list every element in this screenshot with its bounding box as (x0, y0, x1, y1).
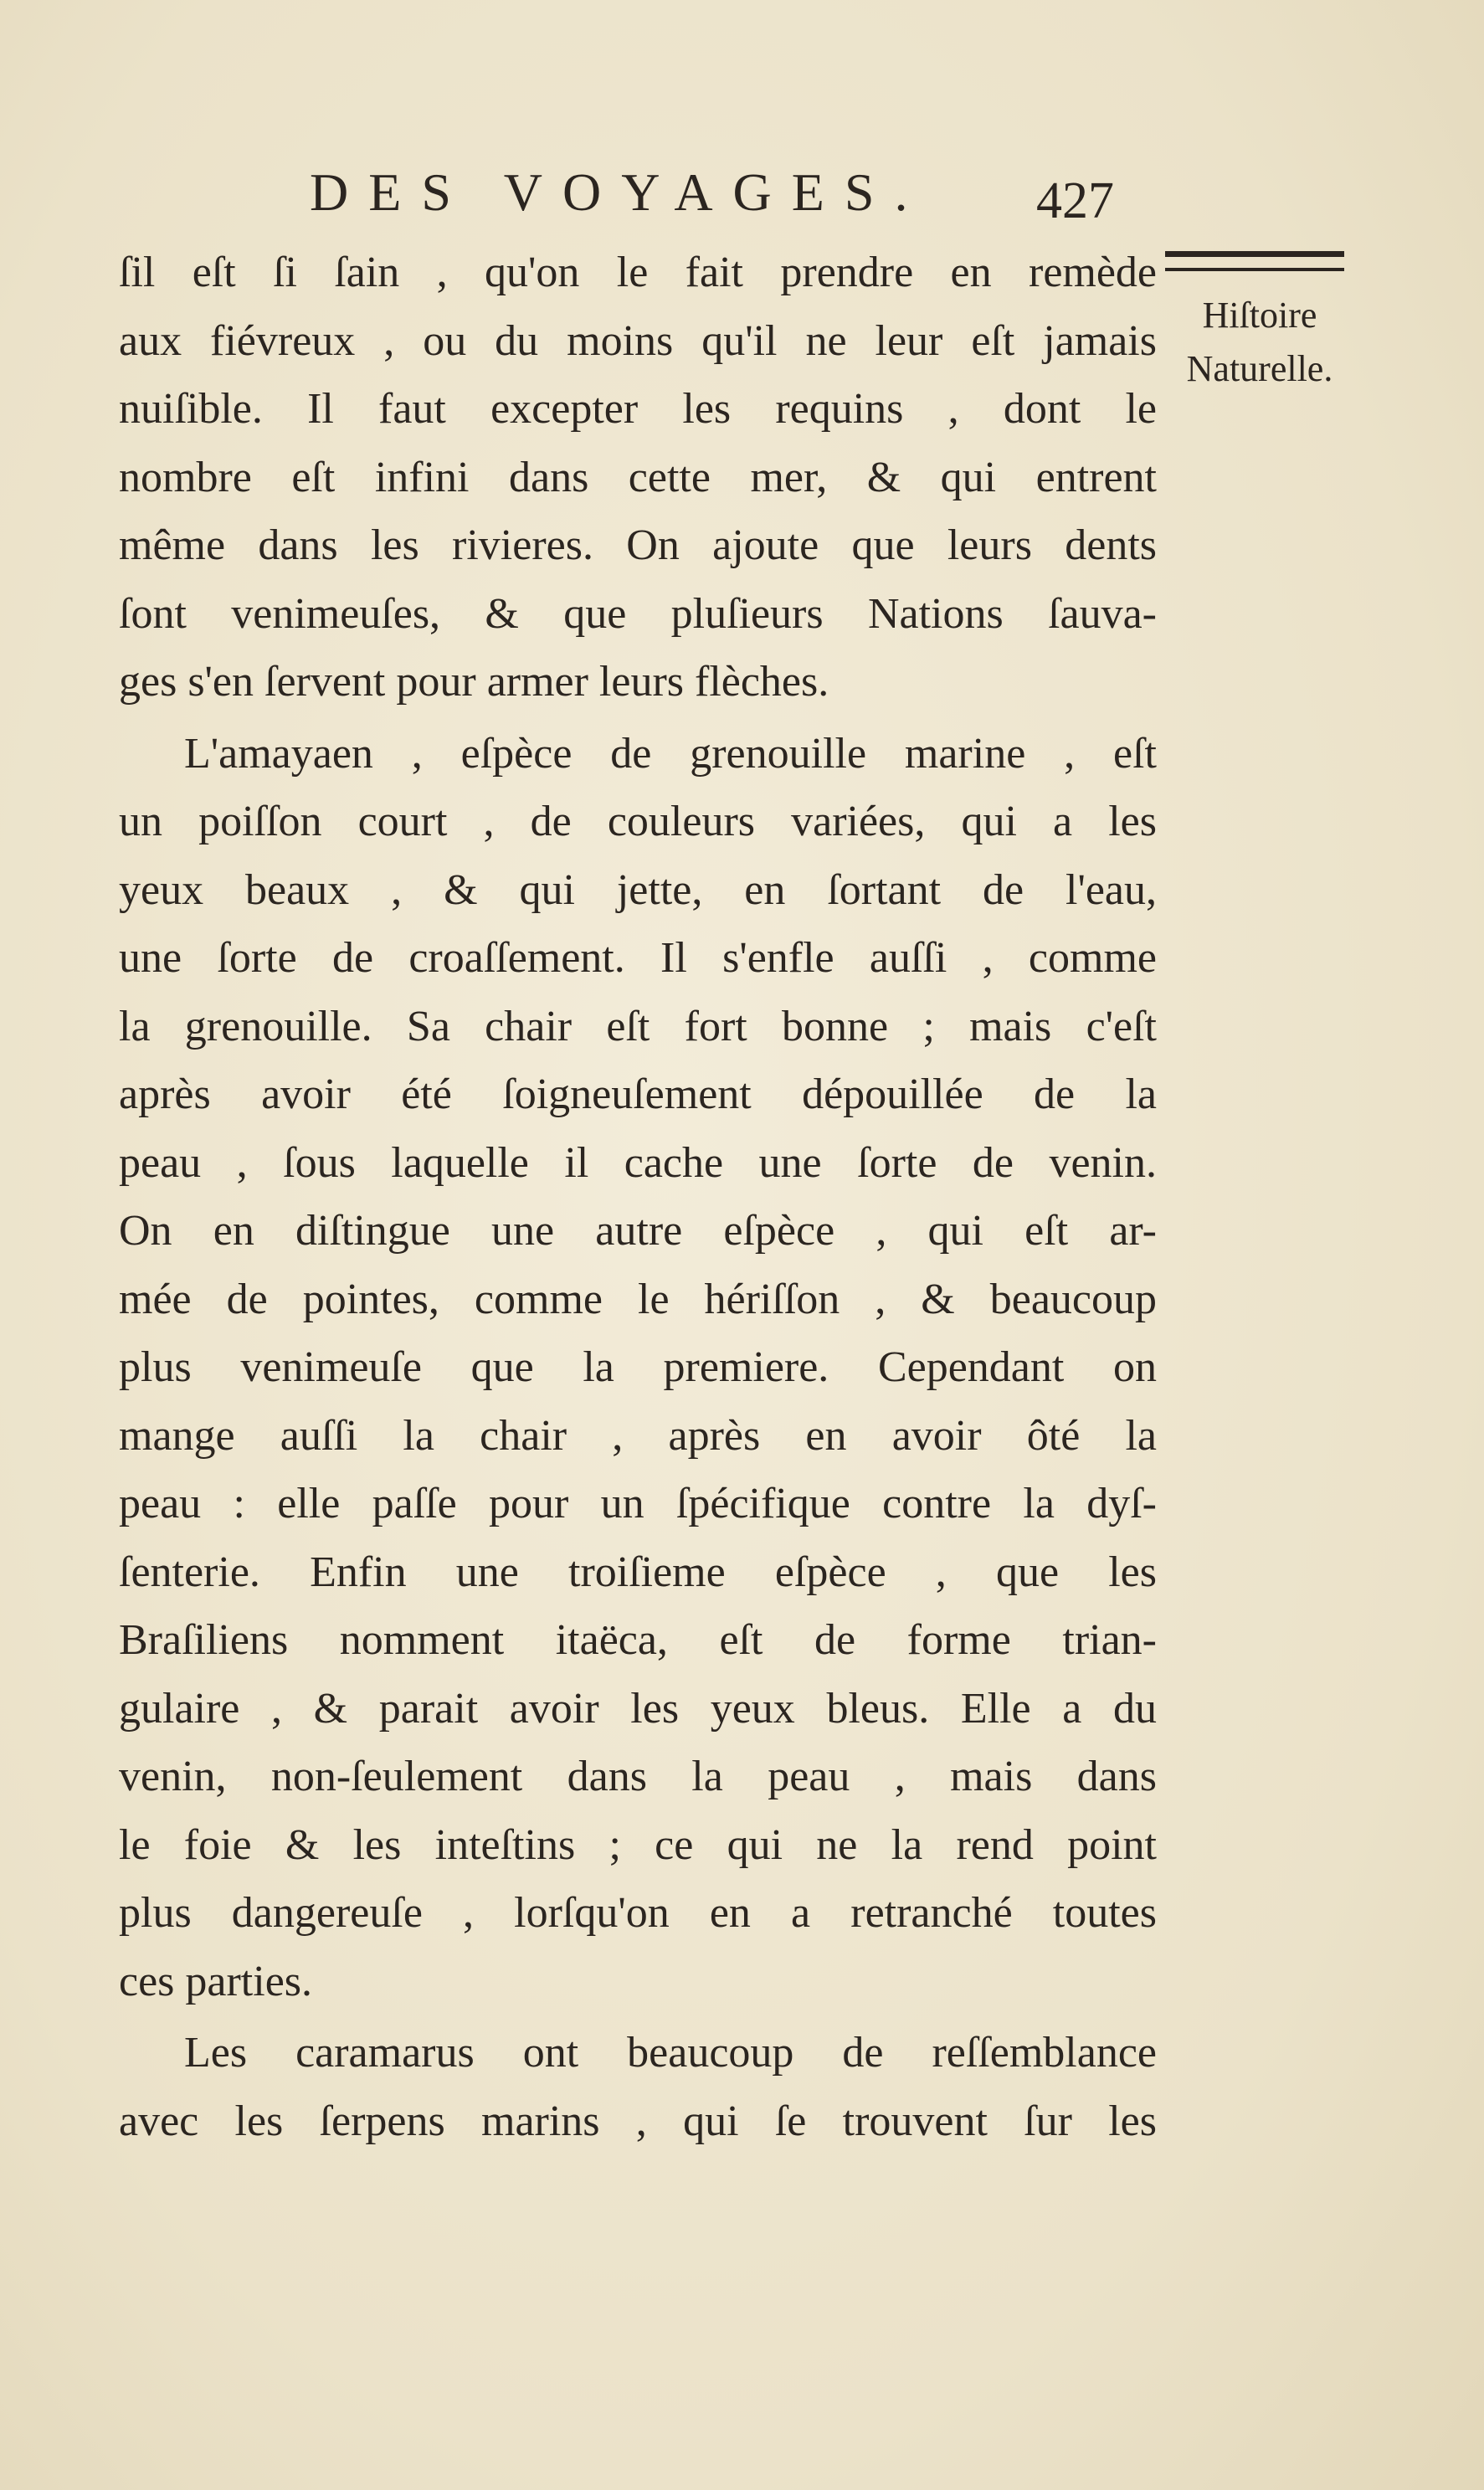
text-line: yeux beaux , & qui jette, en ſortant de l'eau, (119, 865, 1157, 914)
text-line: ſenterie. Enfin une troiſieme eſpèce , que les (119, 1548, 1157, 1596)
text-line: avec les ſerpens marins , qui ſe trouvent ſur les (119, 2097, 1157, 2145)
text-line: nuiſible. Il faut excepter les requins , dont le (119, 385, 1157, 433)
paragraph (119, 720, 1157, 2016)
text-line: L'amayaen , eſpèce de grenouille marine , eſt (184, 729, 1157, 778)
text-line: plus dangereuſe , lorſqu'on en a retranché toutes (119, 1889, 1157, 1937)
text-line: On en diſtingue une autre eſpèce , qui eſt ar- (119, 1207, 1157, 1255)
paragraph (119, 239, 1157, 716)
text-line: Les caramarus ont beaucoup de reſſemblance (184, 2029, 1157, 2077)
text-line: un poiſſon court , de couleurs variées, qui a les (119, 798, 1157, 845)
text-line: Braſiliens nomment itaëca, eſt de forme trian- (119, 1616, 1157, 1664)
running-head: DES VOYAGES. (310, 162, 928, 222)
margin-note (1151, 289, 1368, 396)
margin-note-line: Naturelle. (1186, 348, 1333, 389)
text-line: ſont venimeuſes, & que pluſieurs Nations ſauva- (119, 589, 1157, 638)
text-line: le foie & les inteſtins ; ce qui ne la rend point (119, 1820, 1157, 1869)
margin-note-line: Hiſtoire (1202, 295, 1317, 336)
text-line: ſil eſt ſi ſain , qu'on le fait prendre en remède (119, 249, 1157, 296)
text-line: même dans les rivieres. On ajoute que leurs dents (119, 521, 1157, 569)
page-header (0, 159, 1484, 234)
text-line: la grenouille. Sa chair eſt fort bonne ; mais c'eſt (119, 1002, 1157, 1050)
text-line: gulaire , & parait avoir les yeux bleus. Elle a du (119, 1684, 1157, 1733)
paragraph (119, 2019, 1157, 2155)
text-line: nombre eſt infini dans cette mer, & qui entrent (119, 453, 1157, 501)
text-line: après avoir été ſoigneuſement dépouillée de la (119, 1070, 1157, 1118)
text-line: mée de pointes, comme le hériſſon , & beaucoup (119, 1275, 1157, 1323)
text-line: une ſorte de croaſſement. Il s'enfle auſſi , comme (119, 934, 1157, 982)
text-line: peau , ſous laquelle il cache une ſorte de venin. (119, 1138, 1157, 1187)
page-number: 427 (1036, 172, 1114, 229)
body-text (119, 239, 1157, 2155)
text-line: plus venimeuſe que la premiere. Cependant on (119, 1343, 1157, 1391)
text-line: ges s'en ſervent pour armer leurs flèches. (119, 658, 829, 706)
text-line: peau : elle paſſe pour un ſpécifique contre la dyſ- (119, 1480, 1157, 1527)
text-line: venin, non-ſeulement dans la peau , mais dans (119, 1753, 1157, 1800)
text-line: mange auſſi la chair , après en avoir ôté la (119, 1411, 1157, 1460)
margin-rule (1165, 251, 1344, 271)
text-line: aux fiévreux , ou du moins qu'il ne leur eſt jamais (119, 316, 1157, 365)
text-line: ces parties. (119, 1957, 313, 2005)
